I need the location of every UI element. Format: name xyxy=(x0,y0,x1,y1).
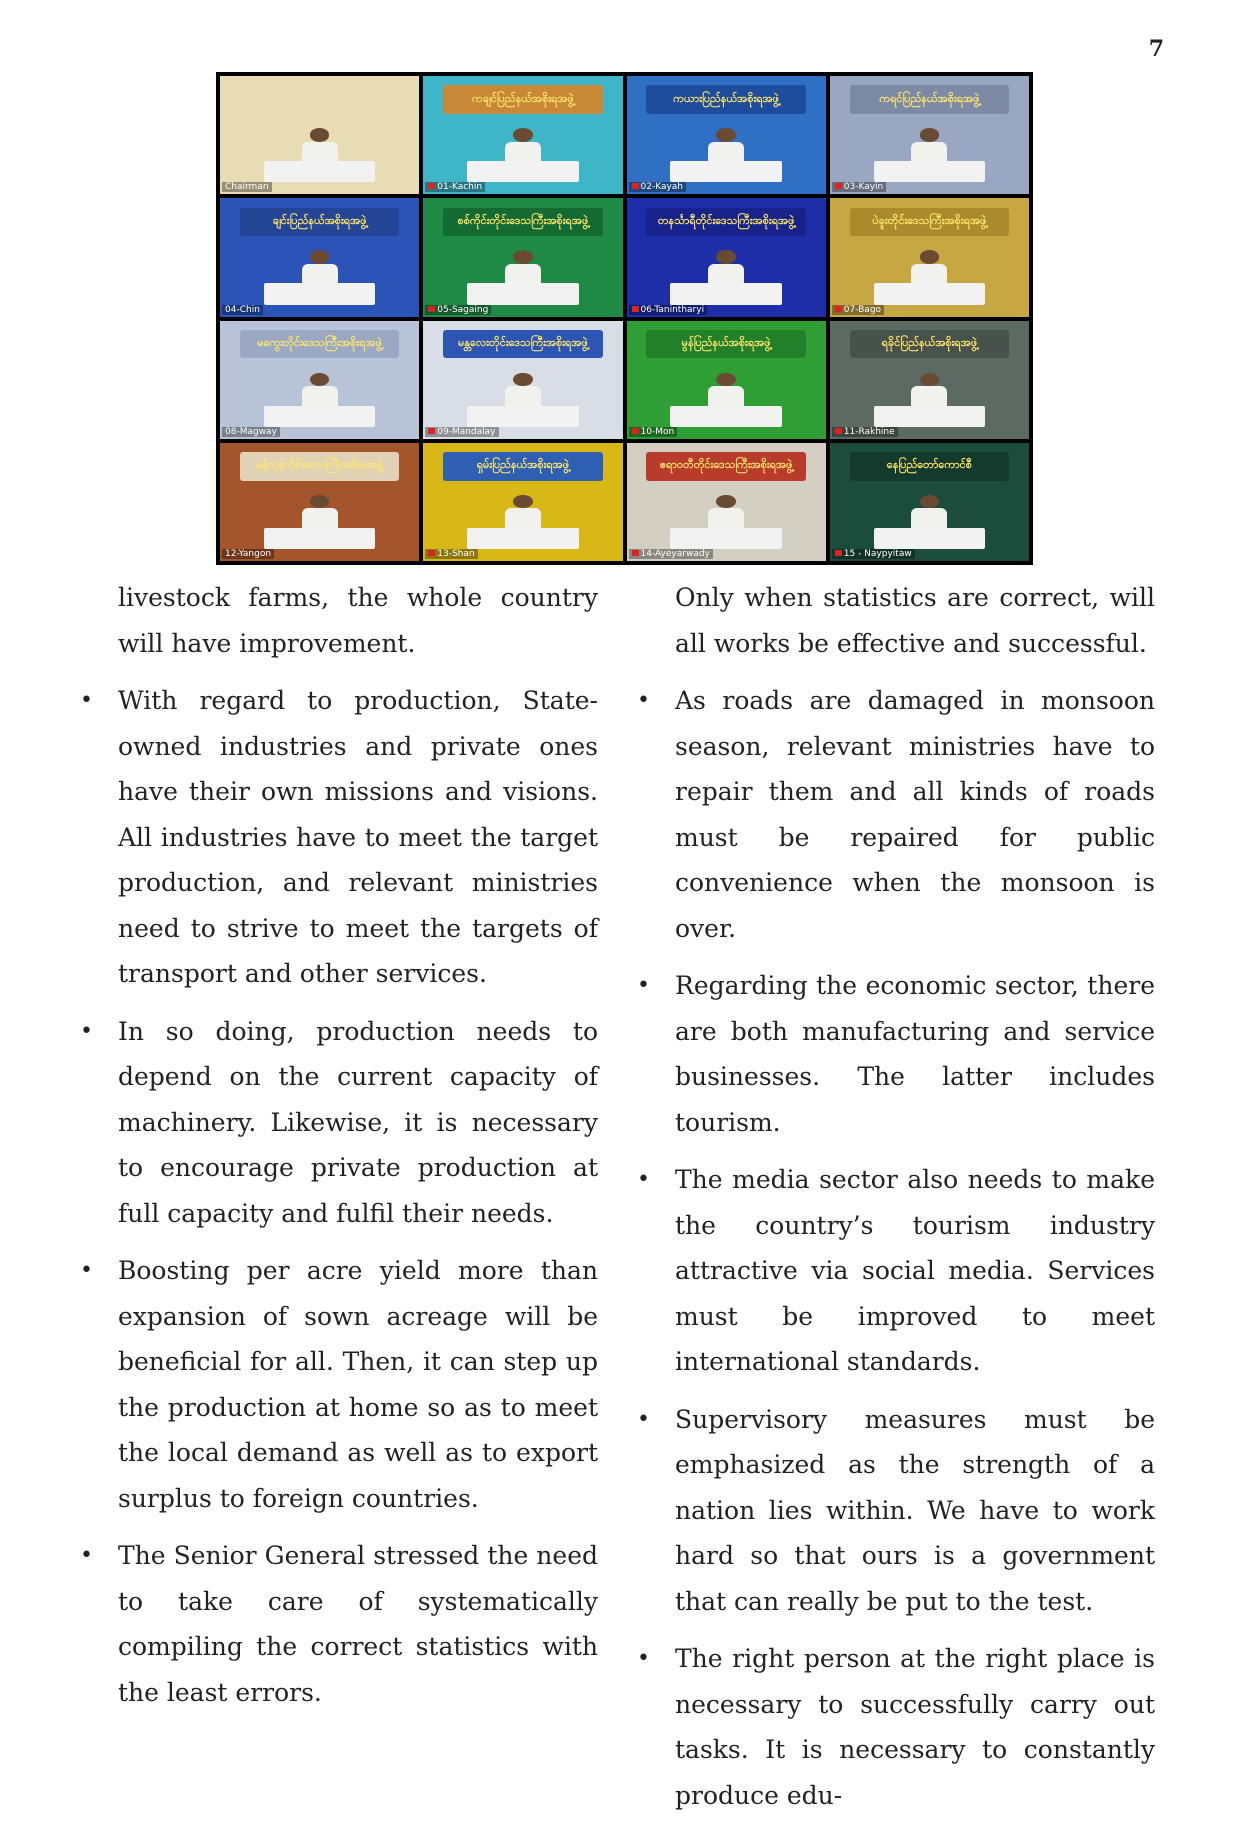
video-tile xyxy=(220,443,419,561)
tile-label xyxy=(222,427,280,437)
tile-label xyxy=(832,182,887,192)
bullet-per-acre-yield: • Boosting per acre yield more than expansion of sown acreage will be beneficial for all. Then, it can step up the production at home so as to meet the local demand as well as to export surplus to foreign countries. xyxy=(118,1248,598,1521)
participant xyxy=(708,250,744,285)
desk xyxy=(264,406,376,427)
participant xyxy=(708,495,744,530)
flag-icon xyxy=(835,183,842,189)
tile-banner: ရန်ကုန်တိုင်းဒေသကြီးအစိုးရအဖွဲ့ xyxy=(240,452,399,480)
video-tile xyxy=(220,76,419,194)
desk xyxy=(264,283,376,304)
desk xyxy=(670,528,782,549)
participant xyxy=(911,373,947,408)
tile-banner: ဧရာဝတီတိုင်းဒေသကြီးအစိုးရအဖွဲ့ xyxy=(646,452,805,480)
participant xyxy=(505,128,541,163)
video-tile xyxy=(220,321,419,439)
participant xyxy=(708,373,744,408)
participant xyxy=(911,128,947,163)
tile-label-text: 15 - Naypyitaw xyxy=(843,549,912,559)
tile-banner: ပဲခူးတိုင်းဒေသကြီးအစိုးရအဖွဲ့ xyxy=(850,208,1009,236)
desk xyxy=(264,161,376,182)
tile-label xyxy=(629,549,713,559)
video-tile xyxy=(423,198,622,316)
participant xyxy=(505,250,541,285)
bullet-production-missions: • With regard to production, State-owned industries and private ones have their own missions and visions. All industries have to meet the target production, and relevant ministries need to strive to meet the targets of transport and other services. xyxy=(118,678,598,997)
tile-label-text: 05-Sagaing xyxy=(437,304,489,315)
flag-icon xyxy=(835,428,842,434)
flag-icon xyxy=(632,428,639,434)
tile-label xyxy=(629,182,687,192)
participant xyxy=(302,495,338,530)
video-tile xyxy=(830,443,1029,561)
video-tile xyxy=(423,76,622,194)
tile-banner: မန္တလေးတိုင်းဒေသကြီးအစိုးရအဖွဲ့ xyxy=(443,330,602,358)
tile-label xyxy=(425,549,477,559)
participant xyxy=(302,250,338,285)
desk xyxy=(467,406,579,427)
bullet-supervisory-measures: • Supervisory measures must be emphasized as the strength of a nation lies within. We have to work hard so that ours is a government that can really be put to the test. xyxy=(675,1397,1155,1625)
desk xyxy=(467,528,579,549)
desk xyxy=(874,528,986,549)
flag-icon xyxy=(632,550,639,556)
bullet-machinery-capacity: • In so doing, production needs to depend on the current capacity of machinery. Likewise, it is necessary to encourage private production at full capacity and fulfil their needs. xyxy=(118,1009,598,1237)
left-intro-paragraph: livestock farms, the whole country will have improvement. xyxy=(118,583,598,658)
tile-banner: ရခိုင်ပြည်နယ်အစိုးရအဖွဲ့ xyxy=(850,330,1009,358)
flag-icon xyxy=(428,550,435,556)
tile-banner: ကရင်ပြည်နယ်အစိုးရအဖွဲ့ xyxy=(850,85,1009,113)
tile-label xyxy=(222,182,272,192)
tile-banner: နေပြည်တော်ကောင်စီ xyxy=(850,452,1009,480)
tile-banner: တနင်္သာရီတိုင်းဒေသကြီးအစိုးရအဖွဲ့ xyxy=(646,208,805,236)
flag-icon xyxy=(428,428,435,434)
right-intro-paragraph: Only when statistics are correct, will all works be effective and successful. xyxy=(675,583,1155,658)
desk xyxy=(874,283,986,304)
desk xyxy=(467,283,579,304)
tile-label xyxy=(832,305,884,315)
tile-label-text: 02-Kayah xyxy=(640,182,684,193)
tile-label-text: 06-Tanintharyi xyxy=(640,304,705,315)
flag-icon xyxy=(835,550,842,556)
tile-banner: ကယားပြည်နယ်အစိုးရအဖွဲ့ xyxy=(646,85,805,113)
participant xyxy=(302,373,338,408)
tile-banner: မကွေးတိုင်းဒေသကြီးအစိုးရအဖွဲ့ xyxy=(240,330,399,358)
tile-label-text: 09-Mandalay xyxy=(437,426,496,437)
tile-label-text: 03-Kayin xyxy=(843,182,884,193)
flag-icon xyxy=(632,306,639,312)
tile-label-text: 04-Chin xyxy=(225,304,260,315)
desk xyxy=(874,406,986,427)
desk xyxy=(670,161,782,182)
bullet-media-tourism: • The media sector also needs to make the country’s tourism industry attractive via social media. Services must be improved to meet international standards. xyxy=(675,1157,1155,1385)
tile-banner: စစ်ကိုင်းတိုင်းဒေသကြီးအစိုးရအဖွဲ့ xyxy=(443,208,602,236)
participant xyxy=(708,128,744,163)
participant xyxy=(505,373,541,408)
tile-label xyxy=(425,427,498,437)
tile-label xyxy=(832,549,915,559)
tile-label xyxy=(222,305,263,315)
video-tile xyxy=(830,76,1029,194)
desk xyxy=(264,528,376,549)
tile-label-text: 14-Ayeyarwady xyxy=(640,549,710,559)
right-column xyxy=(675,575,1155,1830)
desk xyxy=(670,406,782,427)
video-tile xyxy=(423,321,622,439)
video-tile xyxy=(830,321,1029,439)
tile-label xyxy=(629,305,708,315)
tile-label xyxy=(832,427,898,437)
tile-label-text: 01-Kachin xyxy=(437,182,483,193)
tile-banner: မွန်ပြည်နယ်အစိုးရအဖွဲ့ xyxy=(646,330,805,358)
desk xyxy=(467,161,579,182)
flag-icon xyxy=(835,306,842,312)
participant xyxy=(911,250,947,285)
desk xyxy=(670,283,782,304)
left-column xyxy=(118,575,598,1727)
tile-label xyxy=(425,182,485,192)
tile-label-text: 13-Shan xyxy=(437,549,475,559)
tile-banner: ရှမ်းပြည်နယ်အစိုးရအဖွဲ့ xyxy=(443,452,602,480)
tile-label-text: 12-Yangon xyxy=(225,549,272,559)
bullet-correct-statistics: • The Senior General stressed the need to take care of systematically compiling the correct statistics with the least errors. xyxy=(118,1533,598,1715)
video-tile xyxy=(627,76,826,194)
bullet-economic-sector: • Regarding the economic sector, there are both manufacturing and service businesses. The latter includes tourism. xyxy=(675,963,1155,1145)
participant xyxy=(505,495,541,530)
video-tile xyxy=(627,198,826,316)
video-tile xyxy=(627,321,826,439)
tile-label-text: 11-Rakhine xyxy=(843,426,895,437)
tile-banner: ကချင်ပြည်နယ်အစိုးရအဖွဲ့ xyxy=(443,85,602,113)
tile-label xyxy=(629,427,678,437)
video-conference-photo xyxy=(216,72,1033,565)
tile-label-text: 07-Bago xyxy=(843,304,882,315)
video-tile xyxy=(220,198,419,316)
tile-label-text: 10-Mon xyxy=(640,426,675,437)
video-tile xyxy=(830,198,1029,316)
participant xyxy=(911,495,947,530)
video-tile xyxy=(423,443,622,561)
bullet-road-repair: • As roads are damaged in monsoon season, relevant ministries have to repair them and all kinds of roads must be repaired for public convenience when the monsoon is over. xyxy=(675,678,1155,951)
tile-label xyxy=(425,305,491,315)
flag-icon xyxy=(428,183,435,189)
video-tile xyxy=(627,443,826,561)
tile-banner: ချင်းပြည်နယ်အစိုးရအဖွဲ့ xyxy=(240,208,399,236)
bullet-right-person: • The right person at the right place is necessary to successfully carry out tasks. It is necessary to constantly produce edu- xyxy=(675,1636,1155,1818)
tile-label-text: Chairman xyxy=(225,182,269,193)
tile-label xyxy=(222,549,274,559)
page-number: 7 xyxy=(1148,36,1164,62)
flag-icon xyxy=(632,183,639,189)
participant xyxy=(302,128,338,163)
desk xyxy=(874,161,986,182)
tile-label-text: 08-Magway xyxy=(225,426,277,437)
flag-icon xyxy=(428,306,435,312)
